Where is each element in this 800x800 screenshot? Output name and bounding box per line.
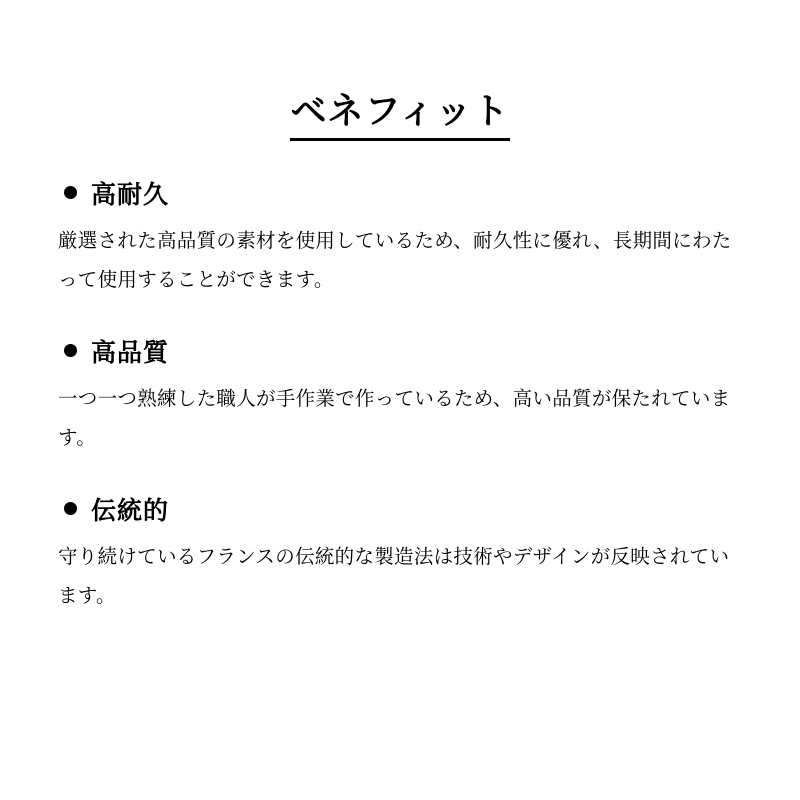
- benefit-heading-label-2: 高品質: [91, 337, 170, 367]
- filled-circle-bullet-icon: [64, 344, 77, 357]
- benefit-heading-3: [58, 491, 742, 527]
- benefit-section-1: [58, 175, 742, 299]
- benefit-heading-label-3: 伝統的: [91, 495, 170, 525]
- benefit-heading-1: [58, 175, 742, 211]
- page-title: [58, 0, 742, 141]
- filled-circle-bullet-icon: [64, 502, 77, 515]
- benefit-heading-label-1: 高耐久: [91, 179, 170, 209]
- filled-circle-bullet-icon: [64, 186, 77, 199]
- page-title-text: ベネフィット: [290, 92, 509, 141]
- benefit-body-3: 守り続けているフランスの伝統的な製造法は技術やデザインが反映されています。: [58, 544, 730, 607]
- benefit-section-3: [58, 491, 742, 615]
- benefit-body-1: 厳選された高品質の素材を使用しているため、耐久性に優れ、長期間にわたって使用することができます。: [58, 228, 732, 291]
- benefit-section-2: [58, 333, 742, 457]
- benefit-body-2: 一つ一つ熟練した職人が手作業で作っているため、高い品質が保たれています。: [58, 386, 731, 449]
- benefit-heading-2: [58, 333, 742, 369]
